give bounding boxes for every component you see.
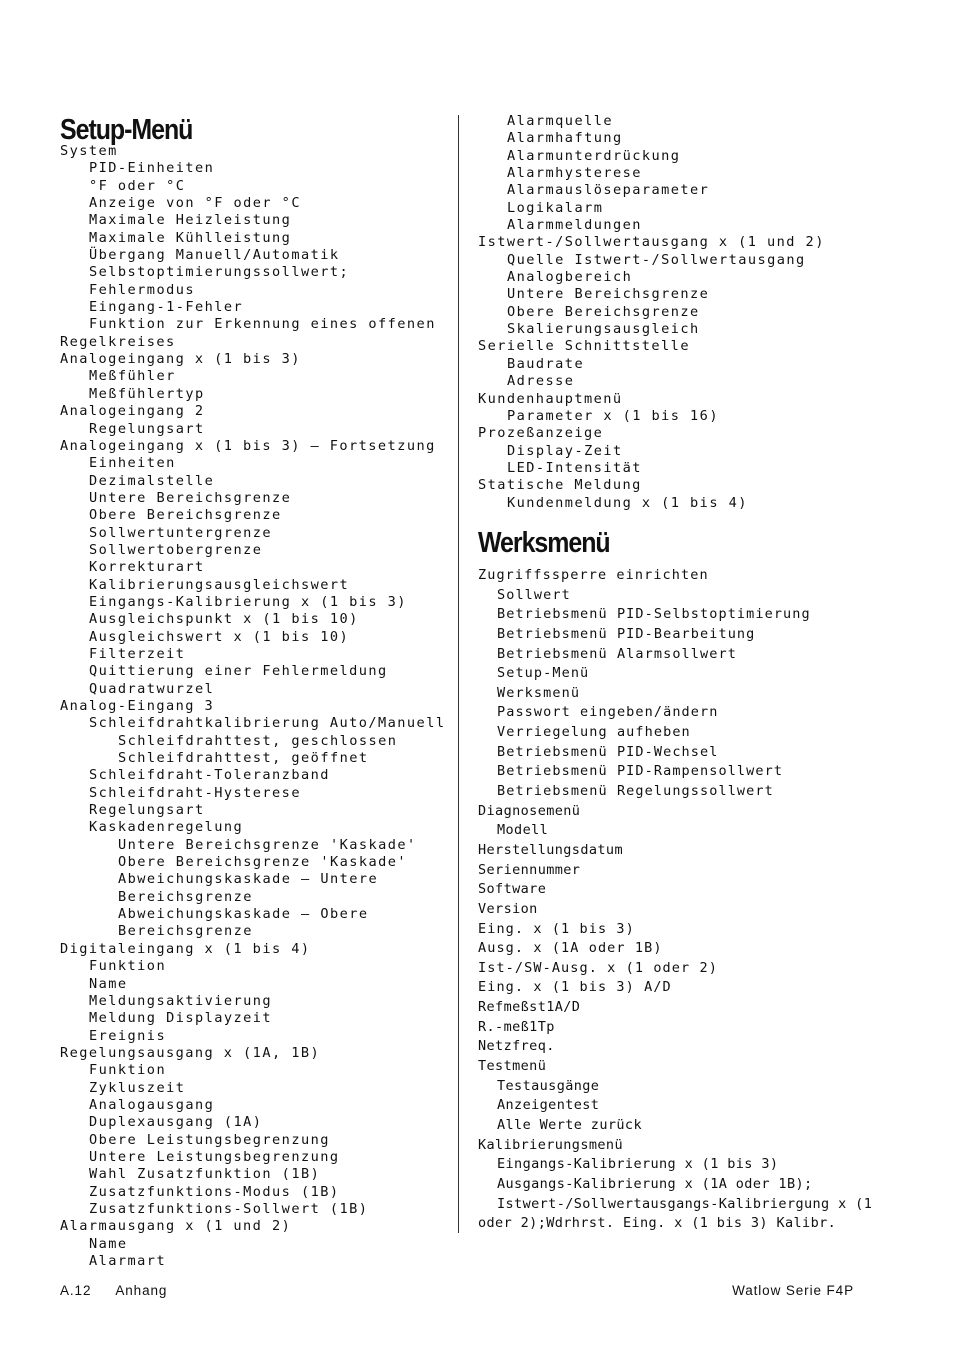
- menu-entry: Name: [89, 975, 128, 992]
- menu-entry: Funktion: [89, 958, 167, 975]
- menu-entry: Anzeige von °F oder °C: [89, 195, 301, 212]
- menu-entry: Selbstoptimierungssollwert;: [89, 264, 350, 281]
- menu-entry: Meldungsaktivierung: [89, 992, 273, 1009]
- menu-entry: Quadratwurzel: [89, 680, 215, 697]
- menu-entry: Alarmauslöseparameter: [507, 182, 710, 199]
- menu-entry: Funktion zur Erkennung eines offenen: [89, 316, 436, 333]
- menu-entry: Ereignis: [89, 1027, 167, 1044]
- menu-entry: Analogausgang: [89, 1096, 215, 1113]
- menu-entry: Netzfreq.: [478, 1038, 555, 1055]
- menu-entry: Wahl Zusatzfunktion (1B): [89, 1166, 321, 1183]
- menu-entry: Kaskadenregelung: [89, 819, 244, 836]
- menu-entry: Untere Bereichsgrenze: [89, 489, 292, 506]
- menu-entry: Funktion: [89, 1062, 167, 1079]
- menu-entry: Duplexausgang (1A): [89, 1114, 263, 1131]
- menu-entry: Alarmausgang x (1 und 2): [60, 1218, 292, 1235]
- menu-entry: Alarmquelle: [507, 113, 613, 129]
- menu-entry: Baudrate: [507, 355, 585, 372]
- menu-entry: oder 2);Wdrhrst. Eing. x (1 bis 3) Kalibr.: [478, 1215, 837, 1232]
- menu-entry: Kundenmeldung x (1 bis 4): [507, 494, 748, 511]
- menu-entry: Dezimalstelle: [89, 472, 215, 489]
- menu-entry: Kalibrierungsmenü: [478, 1136, 623, 1153]
- menu-entry: Ist-/SW-Ausg. x (1 oder 2): [478, 959, 718, 976]
- menu-entry: Istwert-/Sollwertausgangs-Kalibriergung x (1: [497, 1195, 873, 1212]
- menu-entry: Anzeigentest: [497, 1097, 600, 1114]
- menu-entry: Eingangs-Kalibrierung x (1 bis 3): [497, 1156, 779, 1173]
- menu-entry: Setup-Menü: [497, 665, 590, 682]
- menu-entry: Korrekturart: [89, 559, 205, 576]
- menu-entry: Istwert-/Sollwertausgang x (1 und 2): [478, 234, 825, 251]
- menu-entry: Eingangs-Kalibrierung x (1 bis 3): [89, 593, 407, 610]
- menu-entry: Alle Werte zurück: [497, 1116, 642, 1133]
- werks-menu-title: Werksmenü: [478, 527, 610, 559]
- footer-brand: Watlow Serie F4P: [732, 1283, 854, 1298]
- menu-entry: Übergang Manuell/Automatik: [89, 247, 340, 264]
- menu-entry: Analogeingang x (1 bis 3) – Fortsetzung: [60, 437, 436, 454]
- menu-entry: Alarmunterdrückung: [507, 147, 681, 164]
- menu-entry: Modell: [497, 822, 549, 839]
- menu-entry: Sollwert: [497, 586, 571, 603]
- footer-left: [60, 1281, 167, 1301]
- menu-entry: R.-meß1Tp: [478, 1018, 555, 1035]
- menu-entry: Zusatzfunktions-Sollwert (1B): [89, 1200, 369, 1217]
- menu-entry: Regelungsausgang x (1A, 1B): [60, 1044, 321, 1061]
- menu-entry: Name: [89, 1235, 128, 1252]
- menu-entry: Digitaleingang x (1 bis 4): [60, 940, 311, 957]
- setup-menu-list-continued: [478, 113, 825, 512]
- menu-entry: Untere Leistungsbegrenzung: [89, 1148, 340, 1165]
- menu-entry: Schleifdrahttest, geschlossen: [118, 732, 398, 749]
- menu-entry: Analogeingang x (1 bis 3): [60, 351, 301, 368]
- menu-entry: Ausgleichspunkt x (1 bis 10): [89, 611, 359, 628]
- menu-entry: Maximale Heizleistung: [89, 212, 292, 229]
- menu-entry: Obere Leistungsbegrenzung: [89, 1131, 330, 1148]
- menu-entry: Software: [478, 881, 547, 898]
- menu-entry: Serielle Schnittstelle: [478, 338, 690, 355]
- menu-entry: Einheiten: [89, 455, 176, 472]
- menu-entry: Filterzeit: [89, 645, 186, 662]
- menu-entry: Obere Bereichsgrenze: [89, 507, 282, 524]
- menu-entry: LED-Intensität: [507, 459, 642, 476]
- menu-entry: Eing. x (1 bis 3): [478, 920, 635, 937]
- menu-entry: Sollwertobergrenze: [89, 541, 263, 558]
- menu-entry: Parameter x (1 bis 16): [507, 407, 719, 424]
- menu-entry: Abweichungskaskade – Obere: [118, 906, 369, 923]
- menu-entry: Kundenhauptmenü: [478, 390, 623, 407]
- menu-entry: Alarmhysterese: [507, 165, 642, 182]
- menu-entry: Refmeßst1A/D: [478, 999, 581, 1016]
- menu-entry: Prozeßanzeige: [478, 425, 604, 442]
- setup-menu-list: [60, 143, 445, 1270]
- menu-entry: Zugriffssperre einrichten: [478, 567, 709, 583]
- menu-entry: Testmenü: [478, 1058, 547, 1075]
- menu-entry: °F oder °C: [89, 177, 186, 194]
- menu-entry: Logikalarm: [507, 199, 604, 216]
- menu-entry: Eingang-1-Fehler: [89, 299, 244, 316]
- menu-entry: Meßfühlertyp: [89, 385, 205, 402]
- menu-entry: Zykluszeit: [89, 1079, 186, 1096]
- menu-entry: System: [60, 143, 118, 159]
- menu-entry: Passwort eingeben/ändern: [497, 704, 719, 721]
- menu-entry: Adresse: [507, 373, 575, 390]
- menu-entry: Regelungsart: [89, 802, 205, 819]
- menu-entry: PID-Einheiten: [89, 160, 215, 177]
- menu-entry: Regelkreises: [60, 333, 176, 350]
- werks-menu-list: [478, 566, 872, 1234]
- menu-entry: Quelle Istwert-/Sollwertausgang: [507, 251, 806, 268]
- menu-entry: Analog-Eingang 3: [60, 698, 215, 714]
- menu-entry: Werksmenü: [497, 684, 581, 701]
- menu-entry: Betriebsmenü PID-Selbstoptimierung: [497, 606, 811, 623]
- setup-menu-title: Setup-Menü: [60, 114, 193, 146]
- menu-entry: Herstellungsdatum: [478, 841, 623, 858]
- menu-entry: Betriebsmenü PID-Rampensollwert: [497, 763, 784, 780]
- menu-entry: Untere Bereichsgrenze 'Kaskade': [118, 836, 417, 853]
- menu-entry: Seriennummer: [478, 861, 581, 878]
- menu-entry: Betriebsmenü PID-Wechsel: [497, 743, 719, 760]
- menu-entry: Betriebsmenü Regelungssollwert: [497, 783, 774, 800]
- menu-entry: Betriebsmenü PID-Bearbeitung: [497, 625, 756, 642]
- menu-entry: Schleifdrahtkalibrierung Auto/Manuell: [89, 715, 446, 732]
- menu-entry: Statische Meldung: [478, 477, 642, 494]
- menu-entry: Analogeingang 2: [60, 403, 205, 420]
- menu-entry: Skalierungsausgleich: [507, 321, 700, 338]
- menu-entry: Maximale Kühlleistung: [89, 229, 292, 246]
- menu-entry: Schleifdraht-Hysterese: [89, 784, 301, 801]
- menu-entry: Version: [478, 900, 538, 917]
- column-divider: [458, 115, 459, 1233]
- menu-entry: Untere Bereichsgrenze: [507, 286, 710, 303]
- menu-entry: Betriebsmenü Alarmsollwert: [497, 645, 737, 662]
- menu-entry: Alarmmeldungen: [507, 217, 642, 234]
- menu-entry: Schleifdrahttest, geöffnet: [118, 750, 369, 767]
- menu-entry: Bereichsgrenze: [118, 923, 253, 940]
- menu-entry: Abweichungskaskade – Untere: [118, 871, 379, 888]
- menu-entry: Verriegelung aufheben: [497, 724, 691, 741]
- menu-entry: Diagnosemenü: [478, 802, 581, 819]
- menu-entry: Alarmhaftung: [507, 130, 623, 147]
- menu-entry: Ausgleichswert x (1 bis 10): [89, 628, 350, 645]
- menu-entry: Fehlermodus: [89, 281, 195, 298]
- menu-entry: Meldung Displayzeit: [89, 1010, 273, 1027]
- menu-entry: Ausg. x (1A oder 1B): [478, 940, 663, 957]
- menu-entry: Regelungsart: [89, 420, 205, 437]
- menu-entry: Sollwertuntergrenze: [89, 524, 273, 541]
- menu-entry: Alarmart: [89, 1253, 167, 1269]
- menu-entry: Kalibrierungsausgleichswert: [89, 576, 350, 593]
- menu-entry: Obere Bereichsgrenze: [507, 303, 700, 320]
- menu-entry: Zusatzfunktions-Modus (1B): [89, 1183, 340, 1200]
- menu-entry: Testausgänge: [497, 1077, 600, 1094]
- menu-entry: Ausgangs-Kalibrierung x (1A oder 1B);: [497, 1175, 813, 1192]
- menu-entry: Meßfühler: [89, 368, 176, 385]
- menu-entry: Eing. x (1 bis 3) A/D: [478, 979, 672, 996]
- menu-entry: Schleifdraht-Toleranzband: [89, 767, 330, 784]
- page-number: A.12: [60, 1283, 92, 1298]
- menu-entry: Quittierung einer Fehlermeldung: [89, 663, 388, 680]
- menu-entry: Analogbereich: [507, 269, 633, 286]
- menu-entry: Bereichsgrenze: [118, 888, 253, 905]
- section-name: Anhang: [115, 1283, 168, 1298]
- menu-entry: Display-Zeit: [507, 442, 623, 459]
- menu-entry: Obere Bereichsgrenze 'Kaskade': [118, 854, 408, 871]
